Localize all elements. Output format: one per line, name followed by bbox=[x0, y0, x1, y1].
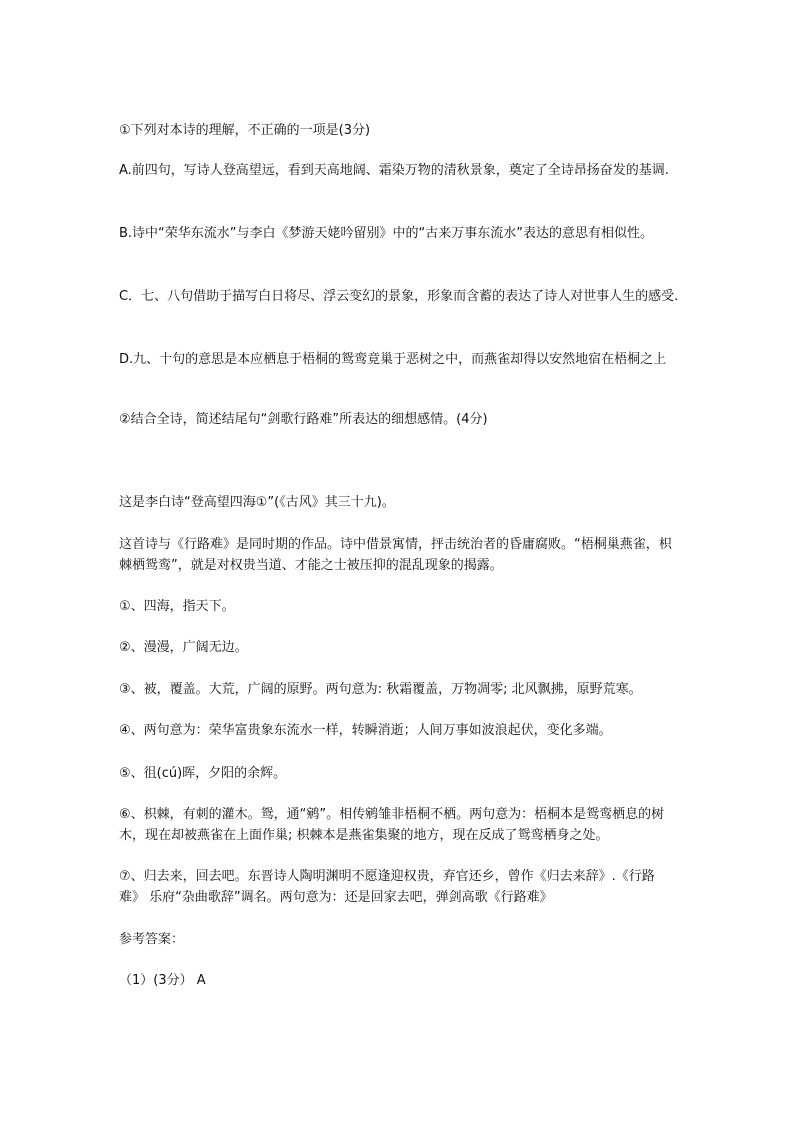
option-a: A.前四句，写诗人登高望远，看到天高地阔、霜染万物的清秋景象，奠定了全诗昂扬奋发的基调. bbox=[119, 163, 669, 178]
question-1-stem: ①下列对本诗的理解，不正确的一项是(3分) bbox=[119, 123, 371, 138]
notes-background: 这首诗与《行路难》是同时期的作品。诗中借景寓情，抨击统治者的昏庸腐败。“梧桐巢燕雀，枳棘栖鸳鸾”，就是对权贵当道、才能之士被压抑的混乱现象的揭露。 bbox=[119, 537, 672, 573]
option-d: D.九、十句的意思是本应栖息于梧桐的鸳鸾竟巢于恶树之中，而燕雀却得以安然地宿在梧桐之上 bbox=[119, 352, 667, 367]
note-5: ⑤、徂(cú)晖，夕阳的余辉。 bbox=[119, 766, 287, 781]
note-2: ②、漫漫，广阔无边。 bbox=[119, 640, 248, 655]
answers-heading: 参考答案： bbox=[119, 932, 185, 947]
note-3: ③、被，覆盖。大荒，广阔的原野。两句意为: 秋霜覆盖，万物凋零; 北风飘拂，原野荒寒。 bbox=[119, 682, 642, 697]
note-1: ①、四海，指天下。 bbox=[119, 599, 235, 614]
option-b: B.诗中“荣华东流水”与李白《梦游天姥吟留别》中的“古来万事东流水”表达的意思有相似性。 bbox=[119, 226, 653, 241]
note-4: ④、两句意为：荣华富贵象东流水一样，转瞬消逝；人间万事如波浪起伏，变化多端。 bbox=[119, 723, 612, 738]
note-7: ⑦、归去来，回去吧。东晋诗人陶明渊明不愿逢迎权贵，弃官还乡，曾作《归去来辞》.《行路难》 乐府“杂曲歌辞”调名。两句意为：还是回家去吧，弹剑高歌《行路难》 bbox=[119, 869, 655, 905]
notes-intro: 这是李白诗“登高望四海①”(《古风》其三十九)。 bbox=[119, 495, 395, 510]
option-c: C．七、八句借助于描写白日将尽、浮云变幻的景象，形象而含蓄的表达了诗人对世事人生的感受. bbox=[119, 289, 679, 304]
note-6: ⑥、枳棘，有刺的灌木。鸳，通“鹓”。相传鹓雏非梧桐不栖。两句意为：梧桐本是鸳鸾栖息的树木，现在却被燕雀在上面作巢; 枳棘本是燕雀集聚的地方，现在反成了鸳鸾栖身之处。 bbox=[119, 807, 665, 843]
answer-1: （1）(3分） A bbox=[119, 973, 206, 988]
question-2-stem: ②结合全诗，简述结尾句“剑歌行路难”所表达的细想感情。(4分) bbox=[119, 412, 488, 427]
